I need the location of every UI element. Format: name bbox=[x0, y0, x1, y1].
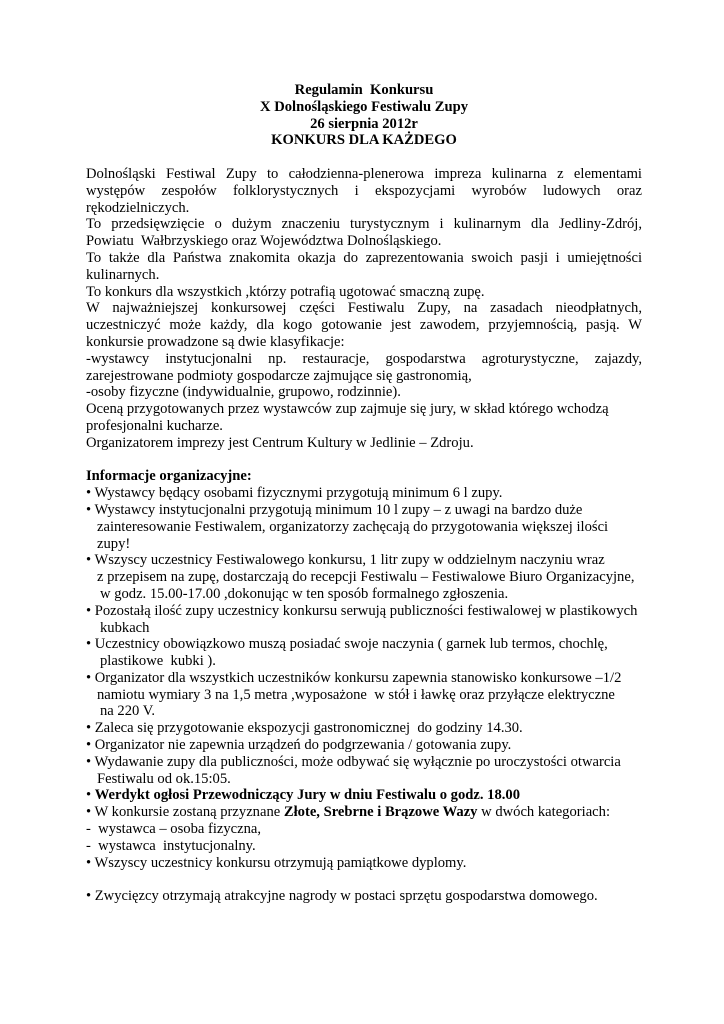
intro-line: rękodzielniczych. bbox=[86, 199, 190, 216]
spacer bbox=[86, 149, 642, 166]
intro-line: To przedsięwzięcie o dużym znaczeniu turystycznym i kulinarnym dla Jedliny-Zdrój, bbox=[86, 216, 642, 233]
title-line-1: Regulamin Konkursu bbox=[294, 82, 434, 98]
info-line: zupy! bbox=[97, 535, 131, 552]
intro-line: Oceną przygotowanych przez wystawców zup zajmuje się jury, w skład którego wchodzą bbox=[86, 401, 609, 418]
title-line-3: 26 sierpnia 2012r bbox=[310, 115, 418, 132]
intro-line: Organizatorem imprezy jest Centrum Kultury w Jedlinie – Zdroju. bbox=[86, 434, 474, 451]
intro-line: Powiatu Wałbrzyskiego oraz Województwa Dolnośląskiego. bbox=[86, 233, 442, 250]
document-page bbox=[86, 82, 642, 905]
spacer bbox=[86, 871, 642, 888]
info-line: • Organizator nie zapewnia urządzeń do podgrzewania / gotowania zupy. bbox=[86, 737, 512, 754]
info-line: • Zaleca się przygotowanie ekspozycji gastronomicznej do godziny 14.30. bbox=[86, 720, 523, 737]
info-section bbox=[86, 468, 642, 905]
info-line: plastikowe kubki ). bbox=[100, 653, 216, 670]
info-line: kubkach bbox=[100, 619, 150, 636]
awards-bold: Złote, Srebrne i Brązowe Wazy bbox=[283, 804, 478, 821]
info-heading: Informacje organizacyjne: bbox=[86, 468, 252, 485]
intro-line: -osoby fizyczne (indywidualnie, grupowo, rodzinnie). bbox=[86, 384, 401, 401]
info-line: namiotu wymiary 3 na 1,5 metra ,wyposażone w stół i ławkę oraz przyłącze elektryczne bbox=[97, 686, 615, 703]
verdict-bullet: • bbox=[86, 787, 95, 804]
info-line: • Wydawanie zupy dla publiczności, może odbywać się wyłącznie po uroczystości otwarcia bbox=[86, 753, 621, 770]
title-line-4: KONKURS DLA KAŻDEGO bbox=[271, 132, 457, 149]
intro-line: profesjonalni kucharze. bbox=[86, 417, 223, 434]
awards-line bbox=[86, 804, 642, 821]
info-line: • Uczestnicy obowiązkowo muszą posiadać swoje naczynia ( garnek lub termos, chochlę, bbox=[86, 636, 608, 653]
spacer bbox=[86, 452, 642, 469]
category-line: - wystawca instytucjonalny. bbox=[86, 837, 256, 854]
info-line: • Wszyscy uczestnicy Festiwalowego konkursu, 1 litr zupy w oddzielnym naczyniu wraz bbox=[86, 552, 605, 569]
intro-line: kulinarnych. bbox=[86, 266, 160, 283]
intro-line: Dolnośląski Festiwal Zupy to całodzienna-plenerowa impreza kulinarna z elementami bbox=[86, 165, 642, 182]
intro-line: To także dla Państwa znakomita okazja do zaprezentowania swoich pasji i umiejętności bbox=[86, 249, 642, 266]
awards-pre: • W konkursie zostaną przyznane bbox=[86, 804, 284, 821]
intro-line: To konkurs dla wszystkich ,którzy potrafią ugotować smaczną zupę. bbox=[86, 283, 485, 300]
info-line: zainteresowanie Festiwalem, organizatorzy zachęcają do przygotowania większej ilości bbox=[97, 518, 609, 535]
intro-line: zarejestrowane podmioty gospodarcze zajmujące się gastronomią, bbox=[86, 367, 472, 384]
intro-line: -wystawcy instytucjonalni np. restauracje, gospodarstwa agroturystyczne, zajazdy, bbox=[86, 350, 642, 367]
intro-line: występów zespołów folklorystycznych i ekspozycjami wyrobów ludowych oraz bbox=[86, 182, 642, 199]
info-line: • Organizator dla wszystkich uczestników konkursu zapewnia stanowisko konkursowe –1/2 bbox=[86, 669, 622, 686]
verdict-line bbox=[86, 787, 642, 804]
info-line: Festiwalu od ok.15:05. bbox=[97, 770, 231, 787]
info-line: z przepisem na zupę, dostarczają do recepcji Festiwalu – Festiwalowe Biuro Organizacyjne, bbox=[97, 569, 635, 586]
intro-section bbox=[86, 166, 642, 452]
intro-line: konkursie prowadzone są dwie klasyfikacje: bbox=[86, 333, 345, 350]
title-line-2: X Dolnośląskiego Festiwalu Zupy bbox=[260, 98, 468, 115]
diplomas-line: • Wszyscy uczestnicy konkursu otrzymują pamiątkowe dyplomy. bbox=[86, 854, 467, 871]
awards-post: w dwóch kategoriach: bbox=[477, 804, 610, 821]
intro-line: W najważniejszej konkursowej części Festiwalu Zupy, na zasadach nieodpłatnych, bbox=[86, 300, 642, 317]
prizes-line: • Zwycięzcy otrzymają atrakcyjne nagrody w postaci sprzętu gospodarstwa domowego. bbox=[86, 888, 598, 905]
category-line: - wystawca – osoba fizyczna, bbox=[86, 821, 262, 838]
verdict-text: Werdykt ogłosi Przewodniczący Jury w dniu Festiwalu o godz. 18.00 bbox=[94, 787, 521, 804]
info-line: w godz. 15.00-17.00 ,dokonując w ten sposób formalnego zgłoszenia. bbox=[100, 585, 509, 602]
info-line: • Pozostałą ilość zupy uczestnicy konkursu serwują publiczności festiwalowej w plastikowych bbox=[86, 602, 638, 619]
intro-line: uczestniczyć może każdy, dla kogo gotowanie jest zawodem, przyjemnością, pasją. W bbox=[86, 317, 642, 334]
info-line: • Wystawcy będący osobami fizycznymi przygotują minimum 6 l zupy. bbox=[86, 485, 503, 502]
info-line: • Wystawcy instytucjonalni przygotują minimum 10 l zupy – z uwagi na bardzo duże bbox=[86, 501, 583, 518]
info-line: na 220 V. bbox=[100, 703, 156, 720]
